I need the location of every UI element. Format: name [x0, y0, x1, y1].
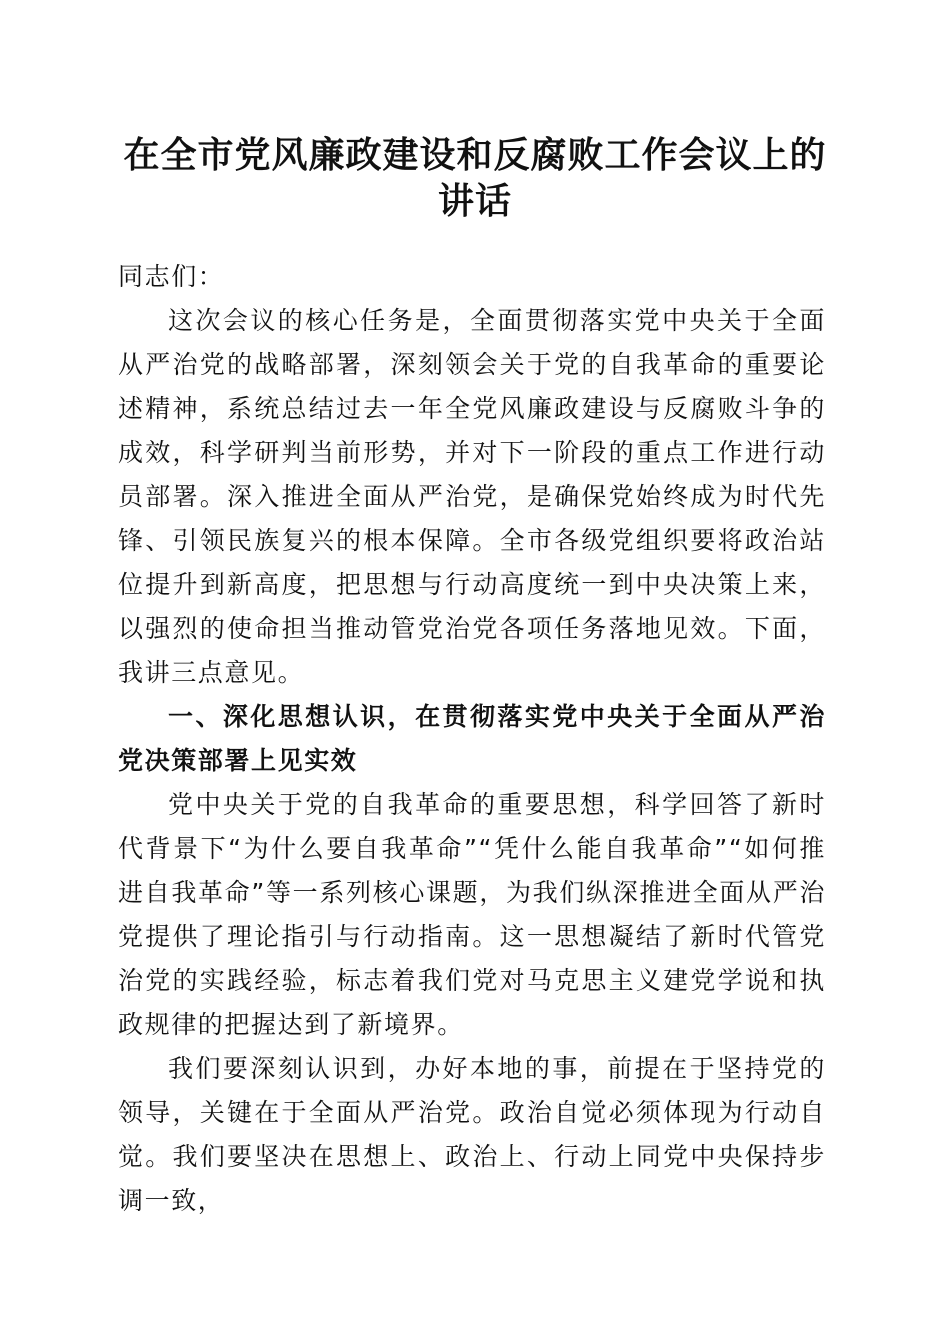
salutation: 同志们：: [118, 262, 225, 291]
section-paragraph: 党中央关于党的自我革命的重要思想，科学回答了新时代背景下“为什么要自我革命”“凭什么能自我革命”“如何推进自我革命”等一系列核心课题，为我们纵深推进全面从严治党提供了理论指引与行动指南。这一思想凝结了新时代管党治党的实践经验，标志着我们党对马克思主义建党学说和执政规律的把握达到了新境界。: [118, 790, 826, 1039]
document-body: [118, 255, 826, 1223]
document-title: 在全市党风廉政建设和反腐败工作会议上的讲话: [123, 134, 827, 222]
intro-paragraph: 这次会议的核心任务是，全面贯彻落实党中央关于全面从严治党的战略部署，深刻领会关于党的自我革命的重要论述精神，系统总结过去一年全党风廉政建设与反腐败斗争的成效，科学研判当前形势，并对下一阶段的重点工作进行动员部署。深入推进全面从严治党，是确保党始终成为时代先锋、引领民族复兴的根本保障。全市各级党组织要将政治站位提升到新高度，把思想与行动高度统一到中央决策上来，以强烈的使命担当推动管党治党各项任务落地见效。下面，我讲三点意见。: [118, 306, 826, 687]
section-paragraph: 我们要深刻认识到，办好本地的事，前提在于坚持党的领导，关键在于全面从严治党。政治自觉必须体现为行动自觉。我们要坚决在思想上、政治上、行动上同党中央保持步调一致，: [118, 1054, 826, 1215]
section-heading: 一、深化思想认识，在贯彻落实党中央关于全面从严治党决策部署上见实效: [118, 702, 826, 775]
